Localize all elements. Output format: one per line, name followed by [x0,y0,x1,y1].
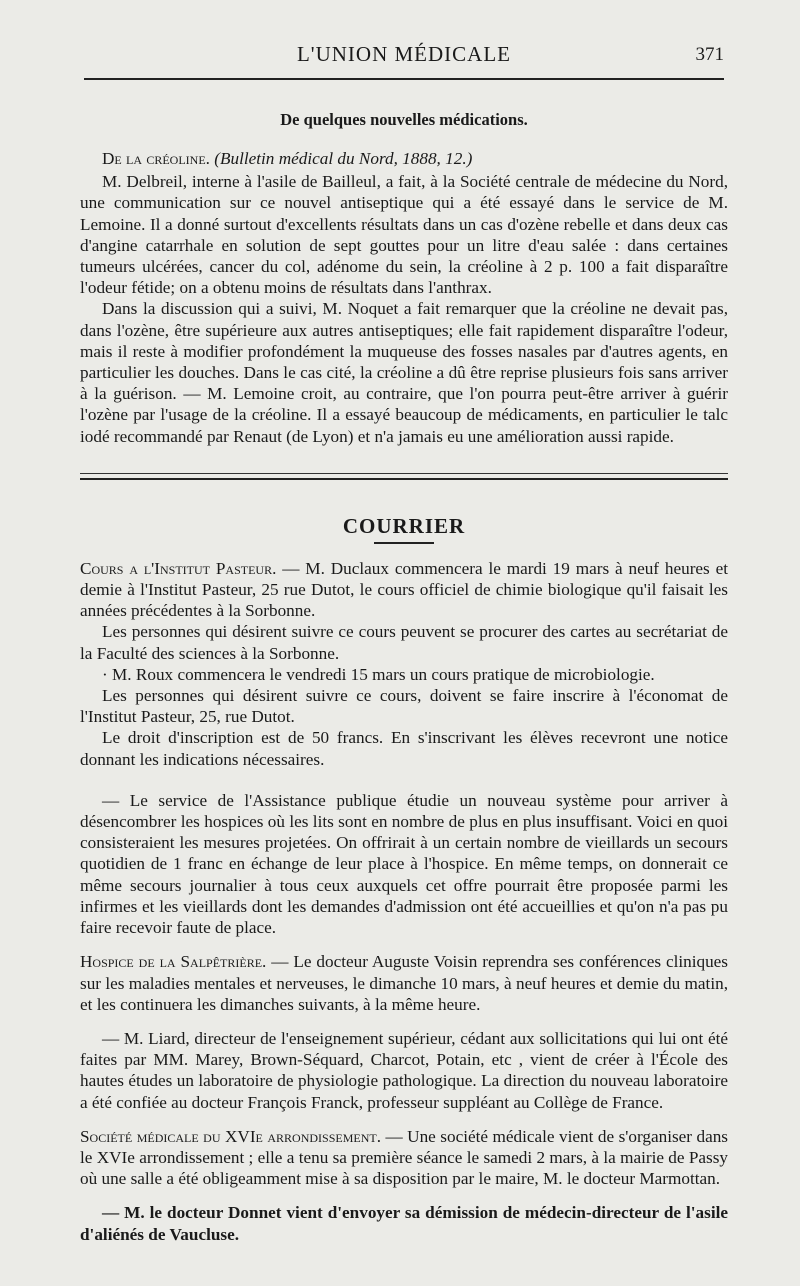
spacer [80,1015,728,1028]
subheading-citation: (Bulletin médical du Nord, 1888, 12.) [214,149,473,168]
news-paragraph: Le droit d'inscription est de 50 francs. En s'inscrivant les élèves recevront une notice donnant les indications nécessaires. [80,728,728,769]
news-item-heading: Hospice de la Salpêtrière. [80,952,267,972]
courrier-title: COURRIER [342,513,466,538]
section-title: De quelques nouvelles médications. [280,110,528,129]
news-item [80,1126,728,1190]
page-header [84,38,724,80]
news-item-text: — Une société médicale vient de s'organiser dans le XVIe arrondissement ; elle a tenu sa première séance le samedi 2 mars, à la mairie de Passy où une salle a été obligeamment mise à sa disposition par le maire, M. le docteur Marmottan. [80,1126,728,1189]
news-paragraph: Les personnes qui désirent suivre ce cours peuvent se procurer des cartes au secrétariat de la Faculté des sciences à la Sorbonne. [80,622,728,663]
spacer [80,1113,728,1126]
subheading-prefix: De la créoline. [102,149,210,168]
news-item [80,951,728,1015]
news-item-text: — Le docteur Auguste Voisin reprendra ses conférences cliniques sur les maladies mentales et nerveuses, le dimanche 10 mars, à neuf heures et demie du matin, et les continuera les dimanches suivants, à la même heure. [80,952,728,1014]
page-content [80,110,728,1245]
news-paragraph: · M. Roux commencera le vendredi 15 mars un cours pratique de microbiologie. [102,664,655,684]
news-item [80,558,728,622]
section-divider [80,473,728,480]
spacer [80,770,728,790]
title-underline [374,542,434,544]
section-paragraph: Dans la discussion qui a suivi, M. Noquet a fait remarquer que la créoline ne devait pas, dans l'ozène, être supérieure aux autres antiseptiques; elle fait rapidement disparaître l'odeur, mais il reste à modifier profondément la muqueuse des fosses nasales par d'autres agents, en particulier les douches. Dans le cas cité, la créoline a dû être reprise plusieurs fois sans arriver à la guérison. — M. Lemoine croit, au contraire, que l'on pourra peut-être arriver à guérir l'ozène par l'usage de la créoline. Il a essayé beaucoup de médicaments, en particulier le talc iodé recommandé par Renaut (de Lyon) et n'a jamais eu une amélioration aussi rapide. [80,299,728,446]
journal-title: L'UNION MÉDICALE [296,42,511,66]
news-item-heading: Cours a l'Institut Pasteur. [80,558,277,578]
news-item: — M. Liard, directeur de l'enseignement supérieur, cédant aux sollicitations qui lui ont été faites par MM. Marey, Brown-Séquard, Charcot, Potain, etc , vient de créer à l'École des hautes études un laboratoire de physiologie pathologique. La direction du nouveau laboratoire a été confiée au docteur François Franck, professeur suppléant au Collège de France. [80,1028,728,1112]
spacer [80,1189,728,1202]
news-item-text: — M. Duclaux commencera le mardi 19 mars à neuf heures et demie à l'Institut Pasteur, 25 rue Dutot, le cours officiel de chimie biologique qu'il faisait les années précédentes à la Sorbonne. [80,558,728,621]
spacer [80,938,728,951]
page-number: 371 [695,44,724,65]
news-paragraph: Les personnes qui désirent suivre ce cours, doivent se faire inscrire à l'économat de l'Institut Pasteur, 25, rue Dutot. [80,686,728,727]
news-item-heading: Société médicale du XVIe arrondissement. [80,1126,382,1146]
news-item: — M. le docteur Donnet vient d'envoyer sa démission de médecin-directeur de l'asile d'aliénés de Vaucluse. [80,1203,728,1244]
section-paragraph: M. Delbreil, interne à l'asile de Bailleul, a fait, à la Société centrale de médecine du Nord, une communication sur ce nouvel antiseptique qui a été essayé dans le service de M. Lemoine. Il a donné surtout d'excellents résultats dans un cas d'ozène rebelle et dans deux cas d'angine catarrhale en solution de sept gouttes pour un litre d'eau salée : dans certaines tumeurs ulcérées, cancer du col, adénome du sein, la créoline à 2 p. 100 a fait disparaître l'odeur fétide; on a obtenu moins de résultats dans l'anthrax. [80,172,728,298]
news-item: — Le service de l'Assistance publique étudie un nouveau système pour arriver à désencombrer les hospices où les lits sont en nombre de plus en plus insuffisant. Voici en quoi consisteraient les mesures projetées. On offrirait à un certain nombre de vieillards un secours quotidien de 1 franc en échange de leur place à l'hospice. En même temps, on donnerait ce même secours journalier à tous ceux auxquels cet offre pourrait être proposée parmi les infirmes et les vieillards dont les demandes d'admission ont été accueillies et qu'on n'a pas pu faire recevoir faute de place. [80,790,728,938]
section-subheading [80,148,728,169]
